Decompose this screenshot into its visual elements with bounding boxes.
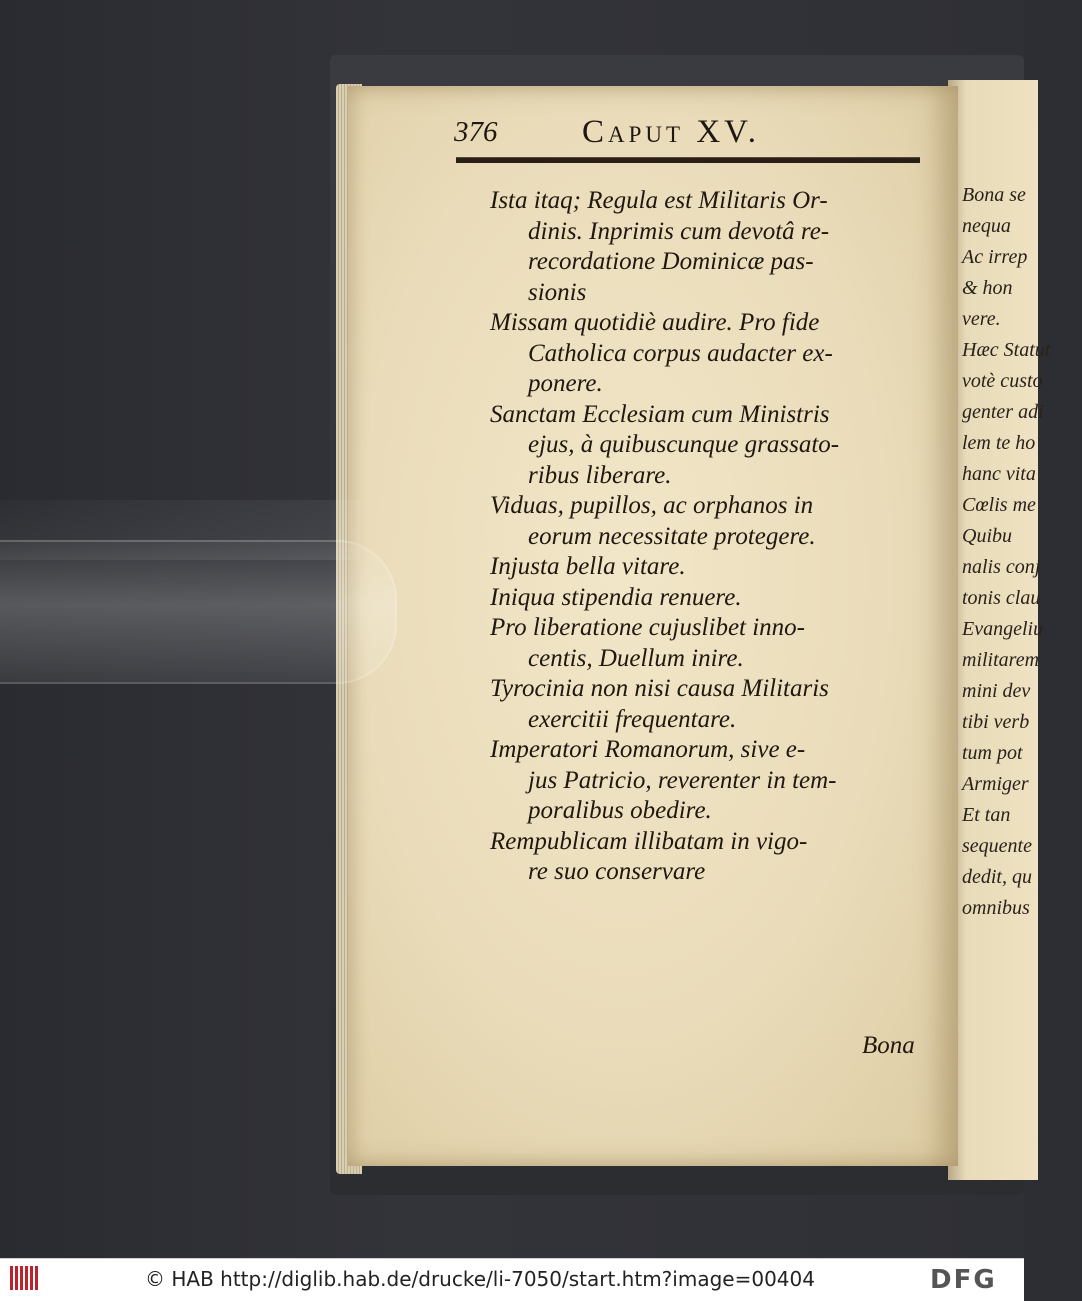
facing-page-line: votè custo <box>962 370 1043 392</box>
page-number: 376 <box>454 116 498 148</box>
paragraph <box>490 400 930 492</box>
facing-page-line: nalis conj <box>962 556 1041 578</box>
text-line: Sanctam Ecclesiam cum Ministris <box>490 400 830 428</box>
facing-page-line: Et tan <box>962 804 1011 826</box>
paragraph <box>490 308 930 400</box>
facing-page-line: tonis clau <box>962 587 1041 609</box>
text-line: Ista itaq; Regula est Militaris Or- <box>490 187 828 214</box>
facing-page-line: militarem <box>962 649 1040 671</box>
page-header <box>454 108 924 158</box>
text-line: Imperatori Romanorum, sive e- <box>490 736 806 763</box>
viewer-footer <box>0 1258 1024 1301</box>
facing-page-line: Cœlis me <box>962 494 1036 516</box>
glass-weight <box>0 540 397 684</box>
text-line: jus Patricio, reverenter in tem- <box>528 766 837 794</box>
text-line: poralibus obedire. <box>528 797 712 824</box>
facing-page-line: Evangeliu <box>962 618 1044 640</box>
facing-page-line: Quibu <box>962 525 1012 547</box>
facing-page-line: dedit, qu <box>962 866 1032 888</box>
header-rule <box>456 157 920 163</box>
facing-page-line: omnibus <box>962 897 1030 919</box>
text-line: Pro liberatione cujuslibet inno- <box>490 614 806 641</box>
text-line: exercitii frequentare. <box>528 705 737 733</box>
text-line: Iniqua stipendia renuere. <box>490 583 742 611</box>
text-line: Catholica corpus audacter ex- <box>528 339 833 367</box>
facing-page-line: Hæc Statut <box>962 339 1051 361</box>
catchword: Bona <box>862 1032 915 1059</box>
text-line: ponere. <box>528 370 603 397</box>
facing-page-line: nequa <box>962 215 1011 237</box>
facing-page-line: Armiger <box>962 773 1029 795</box>
facing-page-line: & hon <box>962 277 1013 299</box>
text-line: ribus liberare. <box>528 461 672 489</box>
facing-page-line: Ac irrep <box>962 246 1028 268</box>
facing-page-line: lem te ho <box>962 432 1036 454</box>
running-head: Caput XV. <box>582 114 760 150</box>
facing-page-line: genter adi <box>962 401 1044 423</box>
paragraph <box>490 735 930 827</box>
text-line: re suo conservare <box>528 858 706 885</box>
text-line: dinis. Inprimis cum devotâ re- <box>528 217 830 245</box>
text-line: Viduas, pupillos, ac orphanos in <box>490 492 814 519</box>
facing-page-line: tibi verb <box>962 711 1030 733</box>
facing-page-line: vere. <box>962 308 1001 330</box>
facing-page-line: tum pot <box>962 742 1023 764</box>
facing-page-line: mini dev <box>962 680 1031 702</box>
text-line: ejus, à quibuscunque grassato- <box>528 431 840 458</box>
text-line: Rempublicam illibatam in vigo- <box>490 827 808 855</box>
page-body <box>490 186 930 888</box>
facing-page <box>948 80 1051 1180</box>
facing-page-line: Bona se <box>962 184 1026 206</box>
paragraph <box>490 613 930 674</box>
text-line: eorum necessitate protegere. <box>528 522 816 550</box>
text-line: Tyrocinia non nisi causa Militaris <box>490 675 829 702</box>
text-line: sionis <box>528 278 587 306</box>
paragraph <box>490 552 930 583</box>
paragraph <box>490 827 930 888</box>
facing-page-text <box>962 180 1082 924</box>
facing-page-line: sequente <box>962 835 1032 857</box>
hab-logo-icon[interactable] <box>10 1266 42 1294</box>
text-line: Missam quotidiè audire. Pro fide <box>490 309 820 336</box>
dfg-logo[interactable]: DFG <box>930 1265 997 1295</box>
paragraph <box>490 583 930 614</box>
paragraph <box>490 674 930 735</box>
copyright-link[interactable]: © HAB http://diglib.hab.de/drucke/li-7050/start.htm?image=00404 <box>145 1267 815 1291</box>
text-line: centis, Duellum inire. <box>528 644 744 672</box>
text-line: recordatione Dominicæ pas- <box>528 248 814 275</box>
paragraph <box>490 186 930 308</box>
paragraph <box>490 491 930 552</box>
facing-page-line: hanc vita <box>962 463 1036 485</box>
text-line: Injusta bella vitare. <box>490 553 686 580</box>
